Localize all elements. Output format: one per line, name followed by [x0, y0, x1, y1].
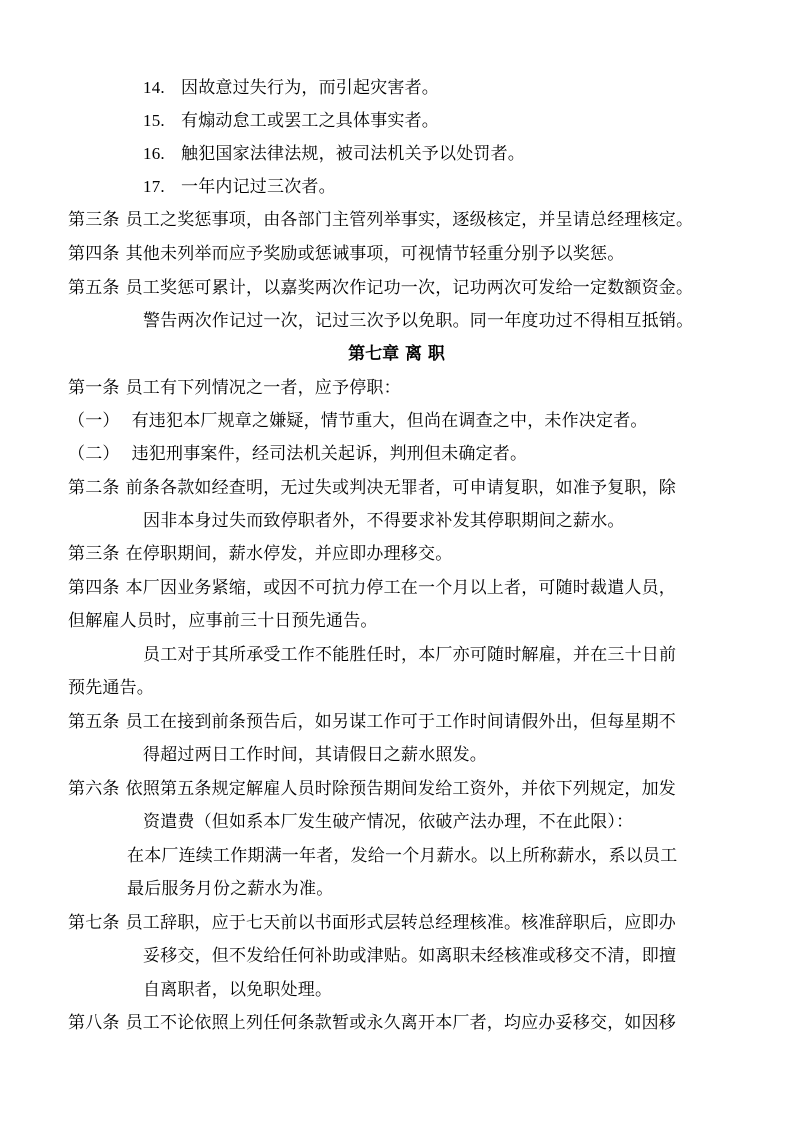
article-label: 第一条 [68, 378, 120, 398]
article-label: 第五条 [68, 712, 120, 732]
article-label: 第二条 [68, 478, 120, 498]
item-text: 因故意过失行为，而引起灾害者。 [181, 78, 439, 98]
item-number: 15. [143, 111, 165, 130]
article-label: 第三条 [68, 210, 120, 230]
article-text: 妥移交，但不发给任何补助或津贴。如离职未经核准或移交不清，即擅 [143, 946, 677, 966]
chapter-article-6-continuation [143, 810, 633, 834]
chapter-article-1 [68, 376, 401, 400]
chapter-article-5 [68, 710, 676, 734]
article-text: 员工之奖惩事项，由各部门主管列举事实，逐级核定，并呈请总经理核定。 [125, 210, 694, 230]
chapter-article-5-continuation [143, 743, 487, 767]
item-number: 16. [143, 144, 165, 163]
chapter-article-4 [68, 576, 676, 600]
article-label: 第三条 [68, 544, 120, 564]
item-number: 17. [143, 177, 165, 196]
chapter-article-2-continuation [143, 509, 625, 533]
article-label: 第七条 [68, 913, 120, 933]
chapter-article-1-item-2 [68, 442, 527, 466]
chapter-article-6 [68, 777, 676, 801]
article-text: 最后服务月份之薪水为准。 [127, 879, 334, 899]
chapter-article-6-paragraph-2-continuation [127, 877, 333, 901]
article-text: 员工对于其所承受工作不能胜任时，本厂亦可随时解雇，并在三十日前 [143, 645, 677, 665]
chapter-article-7-continuation-1 [143, 944, 676, 968]
chapter-article-8 [68, 1011, 676, 1035]
list-item-14 [143, 76, 439, 100]
article-text: 员工奖惩可累计，以嘉奖两次作记功一次，记功两次可发给一定数额资金。 [125, 278, 694, 298]
article-text: 员工不论依照上列任何条款暂或永久离开本厂者，均应办妥移交，如因移 [125, 1013, 677, 1033]
item-label: （二） [68, 444, 120, 464]
chapter-article-7-continuation-2 [143, 978, 332, 1002]
list-item-16 [143, 142, 525, 166]
article-text: 本厂因业务紧缩，或因不可抗力停工在一个月以上者，可随时裁遣人员， [125, 578, 677, 598]
article-text: 员工在接到前条预告后，如另谋工作可于工作时间请假外出，但每星期不 [125, 712, 677, 732]
chapter-article-1-item-1 [68, 409, 648, 433]
article-text: 因非本身过失而致停职者外，不得要求补发其停职期间之薪水。 [143, 511, 625, 531]
article-5 [68, 276, 693, 300]
article-5-continuation [143, 309, 693, 333]
chapter-title: 第七章 离 职 [348, 344, 445, 364]
item-text: 触犯国家法律法规，被司法机关予以处罚者。 [181, 144, 525, 164]
article-text: 预先通告。 [68, 678, 154, 698]
article-3 [68, 208, 693, 232]
chapter-article-2 [68, 476, 676, 500]
chapter-article-7 [68, 911, 676, 935]
article-label: 第五条 [68, 278, 120, 298]
article-label: 第四条 [68, 244, 120, 264]
article-text: 其他未列举而应予奖励或惩诫事项，可视情节轻重分别予以奖惩。 [125, 244, 625, 264]
item-text: 一年内记过三次者。 [181, 177, 336, 197]
article-text: 员工有下列情况之一者，应予停职： [125, 378, 401, 398]
article-text: 自离职者，以免职处理。 [143, 980, 333, 1000]
item-text: 违犯刑事案件，经司法机关起诉，判刑但未确定者。 [131, 444, 528, 464]
item-text: 有违犯本厂规章之嫌疑，情节重大，但尚在调查之中，未作决定者。 [131, 411, 648, 431]
chapter-article-3 [68, 542, 452, 566]
article-text: 前条各款如经查明，无过失或判决无罪者，可申请复职，如准予复职，除 [125, 478, 677, 498]
list-item-17 [143, 175, 336, 199]
chapter-article-4-paragraph-2-continuation [68, 676, 154, 700]
article-4 [68, 242, 624, 266]
article-text: 得超过两日工作时间，其请假日之薪水照发。 [143, 745, 487, 765]
article-text: 但解雇人员时，应事前三十日预先通告。 [68, 611, 378, 631]
article-text: 在停职期间，薪水停发，并应即办理移交。 [125, 544, 453, 564]
article-text: 警告两次作记过一次，记过三次予以免职。同一年度功过不得相互抵销。 [143, 311, 694, 331]
article-label: 第八条 [68, 1013, 120, 1033]
chapter-article-4-continuation [68, 609, 378, 633]
list-item-15 [143, 109, 439, 133]
article-label: 第六条 [68, 779, 120, 799]
article-text: 员工辞职，应于七天前以书面形式层转总经理核准。核准辞职后，应即办 [125, 913, 677, 933]
article-label: 第四条 [68, 578, 120, 598]
item-number: 14. [143, 78, 165, 97]
item-label: （一） [68, 411, 120, 431]
item-text: 有煽动怠工或罢工之具体事实者。 [181, 111, 439, 131]
chapter-article-6-paragraph-2 [127, 844, 677, 868]
article-text: 在本厂连续工作期满一年者，发给一个月薪水。以上所称薪水，系以员工 [127, 846, 678, 866]
article-text: 依照第五条规定解雇人员时除预告期间发给工资外，并依下列规定，加发 [125, 779, 677, 799]
chapter-article-4-paragraph-2 [143, 643, 676, 667]
article-text: 资遣费（但如系本厂发生破产情况，依破产法办理，不在此限）： [143, 812, 634, 832]
